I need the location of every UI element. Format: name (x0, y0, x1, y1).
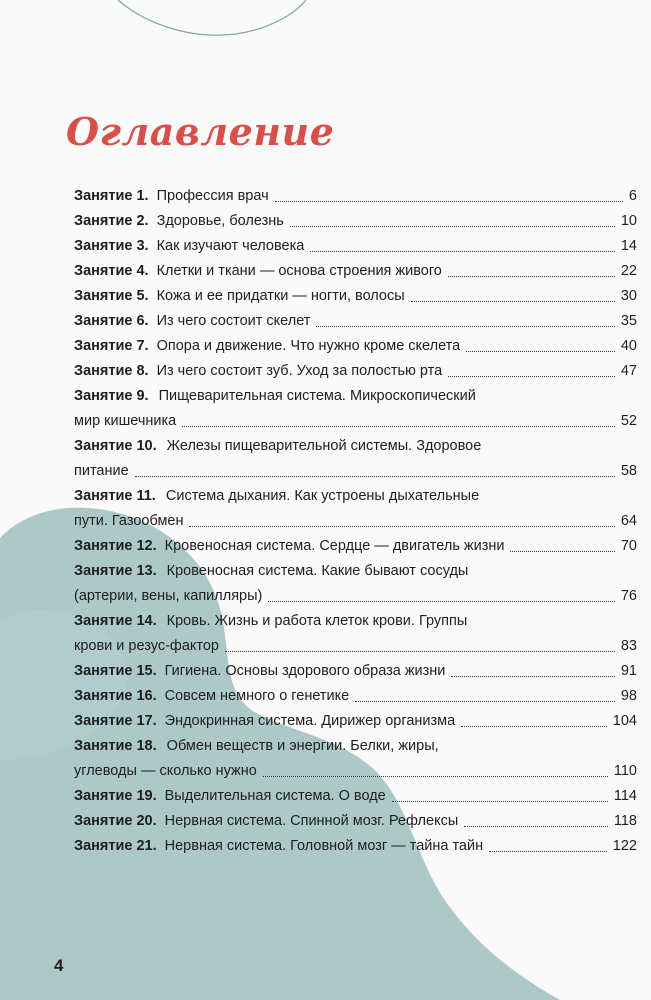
page-ref: 40 (620, 338, 637, 354)
dot-leader (263, 776, 608, 777)
toc-entry[interactable] (74, 359, 637, 384)
lesson-title: Опора и движение. Что нужно кроме скелета (156, 338, 461, 354)
dot-leader (411, 301, 615, 302)
lesson-title: Гигиена. Основы здорового образа жизни (164, 663, 446, 679)
dot-leader (466, 351, 615, 352)
lesson-title: Пищеварительная система. Микроскопический (158, 388, 476, 404)
toc-entry[interactable] (74, 734, 637, 784)
lesson-number: Занятие 21. (74, 838, 157, 854)
lesson-title-continued: (артерии, вены, капилляры) (74, 588, 263, 604)
page-ref: 10 (620, 213, 637, 229)
lesson-number: Занятие 18. (74, 738, 157, 754)
lesson-number: Занятие 14. (74, 613, 157, 629)
lesson-title: Система дыхания. Как устроены дыхательные (165, 488, 480, 504)
dot-leader (189, 526, 614, 527)
page-ref: 30 (620, 288, 637, 304)
toc-entry[interactable] (74, 559, 637, 609)
toc-entry[interactable] (74, 834, 637, 859)
lesson-title-continued: углеводы — сколько нужно (74, 763, 257, 779)
table-of-contents (74, 184, 637, 859)
lesson-number: Занятие 12. (74, 538, 157, 554)
toc-entry[interactable] (74, 609, 637, 659)
lesson-title: Из чего состоит скелет (156, 313, 311, 329)
lesson-title: Совсем немного о генетике (164, 688, 350, 704)
toc-entry[interactable] (74, 709, 637, 734)
lesson-title-continued: мир кишечника (74, 413, 177, 429)
dot-leader (489, 851, 607, 852)
page-ref: 122 (612, 838, 637, 854)
lesson-title-continued: крови и резус-фактор (74, 638, 219, 654)
lesson-title: Кровь. Жизнь и работа клеток крови. Группы (166, 613, 468, 629)
dot-leader (182, 426, 615, 427)
lesson-number: Занятие 7. (74, 338, 149, 354)
lesson-title: Обмен веществ и энергии. Белки, жиры, (166, 738, 439, 754)
toc-entry[interactable] (74, 334, 637, 359)
dot-leader (225, 651, 615, 652)
lesson-number: Занятие 20. (74, 813, 157, 829)
page-ref: 64 (620, 513, 637, 529)
toc-entry[interactable] (74, 234, 637, 259)
lesson-title: Выделительная система. О воде (164, 788, 386, 804)
dot-leader (355, 701, 615, 702)
page-ref: 118 (613, 813, 637, 829)
page-ref: 70 (620, 538, 637, 554)
page-ref: 35 (620, 313, 637, 329)
lesson-title: Профессия врач (156, 188, 269, 204)
page-ref: 98 (620, 688, 637, 704)
top-outline-curve (118, 0, 306, 35)
lesson-title: Нервная система. Спинной мозг. Рефлексы (164, 813, 459, 829)
page-ref: 76 (620, 588, 637, 604)
dot-leader (135, 476, 615, 477)
toc-entry[interactable] (74, 184, 637, 209)
toc-entry[interactable] (74, 434, 637, 484)
lesson-number: Занятие 15. (74, 663, 157, 679)
page-ref: 47 (620, 363, 637, 379)
page-ref: 52 (620, 413, 637, 429)
toc-entry[interactable] (74, 259, 637, 284)
lesson-title: Из чего состоит зуб. Уход за полостью рта (156, 363, 443, 379)
lesson-number: Занятие 9. (74, 388, 149, 404)
dot-leader (316, 326, 614, 327)
dot-leader (461, 726, 607, 727)
lesson-title: Железы пищеварительной системы. Здоровое (166, 438, 482, 454)
lesson-number: Занятие 6. (74, 313, 149, 329)
dot-leader (448, 276, 615, 277)
lesson-number: Занятие 17. (74, 713, 157, 729)
lesson-number: Занятие 16. (74, 688, 157, 704)
page-ref: 6 (628, 188, 637, 204)
dot-leader (448, 376, 615, 377)
dot-leader (275, 201, 623, 202)
toc-entry[interactable] (74, 384, 637, 434)
page-ref: 22 (620, 263, 637, 279)
lesson-number: Занятие 8. (74, 363, 149, 379)
lesson-title: Эндокринная система. Дирижер организма (164, 713, 456, 729)
lesson-title: Клетки и ткани — основа строения живого (156, 263, 442, 279)
page-ref: 114 (613, 788, 637, 804)
toc-entry[interactable] (74, 809, 637, 834)
lesson-number: Занятие 19. (74, 788, 157, 804)
lesson-number: Занятие 13. (74, 563, 157, 579)
dot-leader (310, 251, 615, 252)
lesson-number: Занятие 1. (74, 188, 149, 204)
lesson-title: Кровеносная система. Сердце — двигатель жизни (164, 538, 505, 554)
lesson-number: Занятие 4. (74, 263, 149, 279)
page-ref: 58 (620, 463, 637, 479)
page-ref: 14 (620, 238, 637, 254)
lesson-title: Кожа и ее придатки — ногти, волосы (156, 288, 405, 304)
lesson-number: Занятие 5. (74, 288, 149, 304)
lesson-title-continued: пути. Газообмен (74, 513, 184, 529)
dot-leader (268, 601, 615, 602)
page-ref: 110 (613, 763, 637, 779)
dot-leader (510, 551, 614, 552)
lesson-number: Занятие 3. (74, 238, 149, 254)
toc-entry[interactable] (74, 209, 637, 234)
dot-leader (451, 676, 614, 677)
lesson-number: Занятие 2. (74, 213, 149, 229)
page-number: 4 (54, 956, 64, 975)
toc-entry[interactable] (74, 784, 637, 809)
page-title: Оглавление (66, 109, 335, 154)
lesson-number: Занятие 11. (74, 488, 156, 504)
lesson-title: Нервная система. Головной мозг — тайна тайн (164, 838, 484, 854)
lesson-title-continued: питание (74, 463, 129, 479)
lesson-number: Занятие 10. (74, 438, 157, 454)
dot-leader (290, 226, 615, 227)
lesson-title: Как изучают человека (156, 238, 305, 254)
toc-entry[interactable] (74, 684, 637, 709)
toc-entry[interactable] (74, 484, 637, 534)
toc-entry[interactable] (74, 659, 637, 684)
dot-leader (464, 826, 608, 827)
page-ref: 83 (620, 638, 637, 654)
lesson-title: Здоровье, болезнь (156, 213, 284, 229)
page-ref: 91 (620, 663, 637, 679)
toc-entry[interactable] (74, 309, 637, 334)
dot-leader (392, 801, 608, 802)
lesson-title: Кровеносная система. Какие бывают сосуды (166, 563, 469, 579)
toc-entry[interactable] (74, 534, 637, 559)
toc-entry[interactable] (74, 284, 637, 309)
page-ref: 104 (612, 713, 637, 729)
